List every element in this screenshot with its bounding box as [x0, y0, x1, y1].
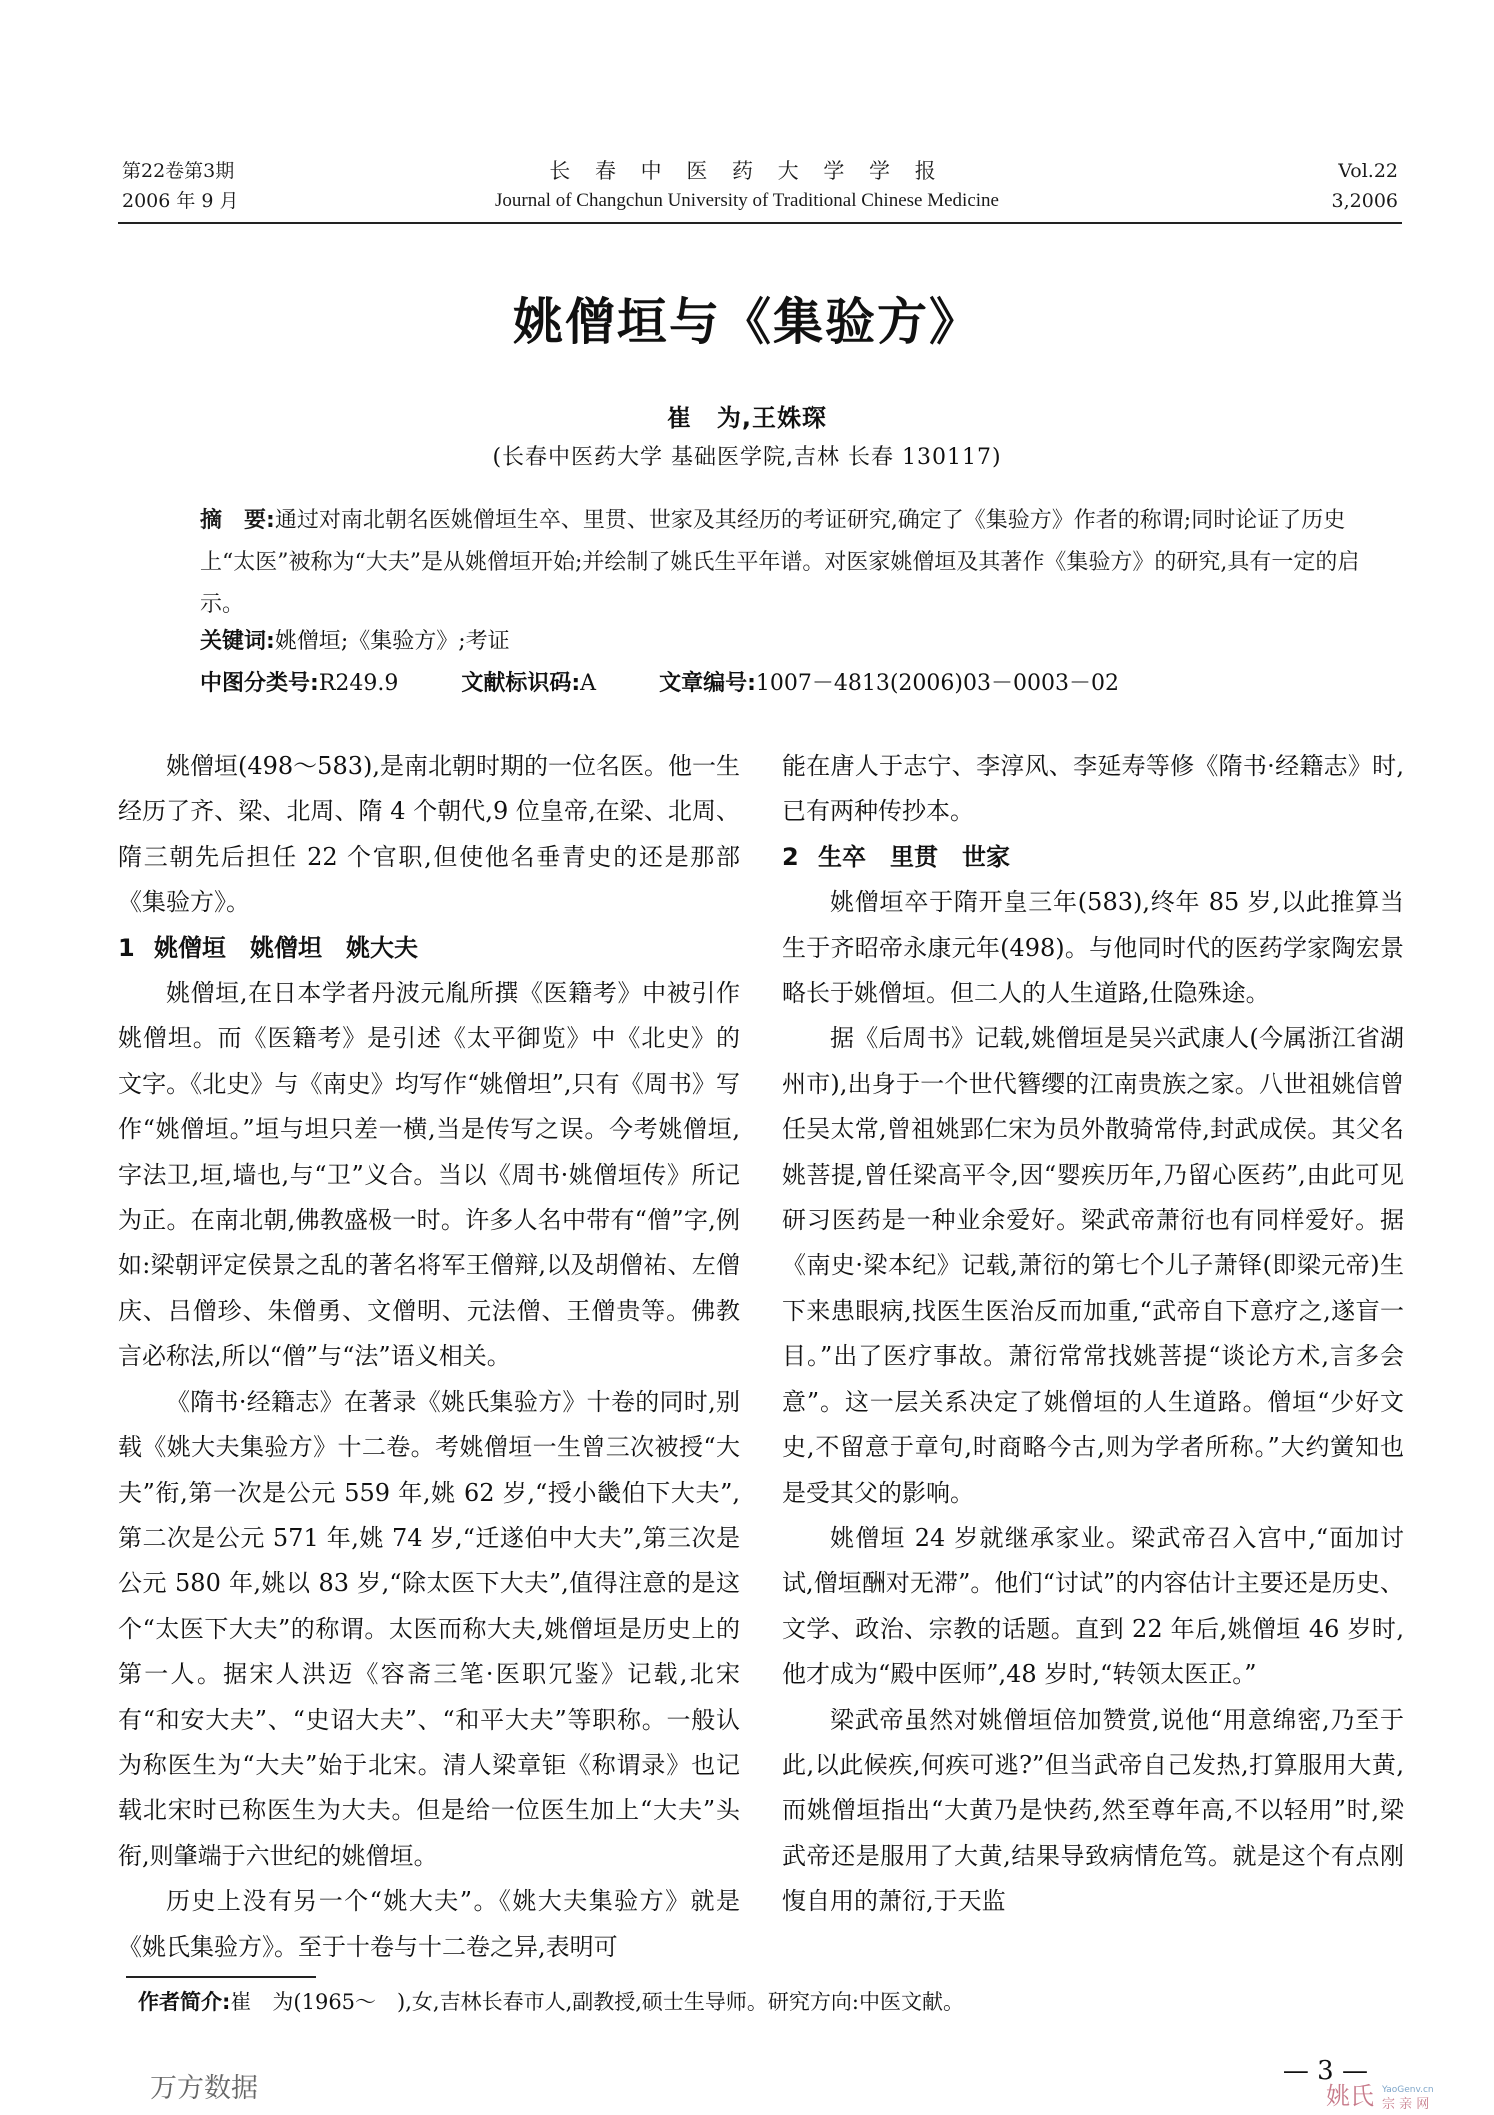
article-title: 姚僧垣与《集验方》: [513, 293, 981, 351]
footnote-text: 崔 为(1965～ ),女,吉林长春市人,副教授,硕士生导师。研究方向:中医文献。: [230, 1990, 965, 2014]
right-paragraph: 姚僧垣 24 岁就继承家业。梁武帝召入宫中,“面加讨试,僧垣酬对无滞”。他们“讨试”的内容估计主要还是历史、文学、政治、宗教的话题。直到 22 年后,姚僧垣 46 岁时,他才成为“殿中医师”,48 岁时,“转领太医正。”: [782, 1523, 1404, 1689]
keywords-text: 姚僧垣;《集验方》;考证: [274, 629, 510, 654]
right-paragraph: 能在唐人于志宁、李淳风、李延寿等修《隋书·经籍志》时,已有两种传抄本。: [782, 752, 1404, 826]
doc-code-label: 文献标识码:: [461, 671, 581, 696]
body-column-right: [782, 744, 1404, 1925]
abstract-label: 摘 要:: [200, 508, 275, 533]
footnote-rule: [126, 1976, 316, 1978]
classification-line: [200, 664, 1350, 704]
author-affiliation: (长春中医药大学 基础医学院,吉林 长春 130117): [492, 445, 1002, 470]
issue-en: 3,2006: [1331, 190, 1398, 212]
body-column-left: [118, 744, 740, 1970]
article-number-value: 1007－4813(2006)03－0003－02: [755, 671, 1119, 696]
svg-text:YaoGenv.cn: YaoGenv.cn: [1382, 2085, 1434, 2095]
header-left: [122, 156, 239, 216]
section-number: 2: [782, 842, 799, 871]
right-paragraph: 姚僧垣卒于隋开皇三年(583),终年 85 岁,以此推算当生于齐昭帝永康元年(498)。与他同时代的医药学家陶宏景略长于姚僧垣。但二人的人生道路,仕隐殊途。: [782, 888, 1404, 1008]
right-paragraph: 梁武帝虽然对姚僧垣倍加赞赏,说他“用意绵密,乃至于此,以此候疾,何疾可逃?”但当武帝自己发热,打算服用大黄,而姚僧垣指出“大黄乃是快药,然至尊年高,不以轻用”时,梁武帝还是服用了大黄,结果导致病情危笃。就是这个有点刚愎自用的萧衍,于天监: [782, 1705, 1404, 1916]
header-rule: [118, 222, 1402, 224]
author-footnote: [138, 1986, 964, 2018]
left-paragraph: 姚僧垣(498～583),是南北朝时期的一位名医。他一生经历了齐、梁、北周、隋 4 个朝代,9 位皇帝,在梁、北周、隋三朝先后担任 22 个官职,但使他名垂青史的还是那部《集验方》。: [118, 752, 740, 917]
right-paragraph: 据《后周书》记载,姚僧垣是吴兴武康人(今属浙江省湖州市),出身于一个世代簪缨的江南贵族之家。八世祖姚信曾任吴太常,曾祖姚郢仁宋为员外散骑常侍,封武成侯。其父名姚菩提,曾任梁高平令,因“婴疾历年,乃留心医药”,由此可见研习医药是一种业余爱好。梁武帝萧衍也有同样爱好。据《南史·梁本纪》记载,萧衍的第七个儿子萧铎(即梁元帝)生下来患眼病,找医生医治反而加重,“武帝自下意疗之,遂盲一目。”出了医疗事故。萧衍常常找姚菩提“谈论方术,言多会意”。这一层关系决定了姚僧垣的人生道路。僧垣“少好文史,不留意于章句,时商略今古,则为学者所称。”大约黉知也是受其父的影响。: [782, 1024, 1404, 1507]
clc-label: 中图分类号:: [200, 671, 319, 696]
header-center: [300, 156, 1194, 216]
journal-name-cn: 长 春 中 医 药 大 学 学 报: [549, 159, 945, 183]
right-section-heading: [782, 835, 1404, 880]
svg-text:姚氏: 姚氏: [1326, 2082, 1374, 2110]
left-paragraph: 姚僧垣,在日本学者丹波元胤所撰《医籍考》中被引作姚僧坦。而《医籍考》是引述《太平御览》中《北史》的文字。《北史》与《南史》均写作“姚僧坦”,只有《周书》写作“姚僧垣。”垣与坦只差一横,当是传写之误。今考姚僧垣,字法卫,垣,墙也,与“卫”义合。当以《周书·姚僧垣传》所记为正。在南北朝,佛教盛极一时。许多人名中带有“僧”字,例如:梁朝评定侯景之乱的著名将军王僧辩,以及胡僧祐、左僧庆、吕僧珍、朱僧勇、文僧明、元法僧、王僧贵等。佛教言必称法,所以“僧”与“法”语义相关。: [118, 979, 740, 1371]
svg-text:宗 亲 网: 宗 亲 网: [1382, 2097, 1430, 2112]
abstract-block: [200, 500, 1400, 626]
section-title: 生卒 里贯 世家: [818, 842, 1010, 871]
volume-issue: 第22卷第3期: [122, 160, 235, 182]
doc-code-value: A: [580, 671, 597, 696]
article-authors: 崔 为,王姝琛: [666, 404, 828, 432]
clc-value: R249.9: [318, 671, 399, 696]
journal-name-en: Journal of Changchun University of Traditional Chinese Medicine: [495, 190, 999, 211]
page-number: — 3 —: [1282, 2056, 1368, 2086]
abstract-text: 通过对南北朝名医姚僧垣生卒、里贯、世家及其经历的考证研究,确定了《集验方》作者的称谓;同时论证了历史上“太医”被称为“大夫”是从姚僧垣开始;并绘制了姚氏生平年谱。对医家姚僧垣及其著作《集验方》的研究,具有一定的启示。: [200, 508, 1360, 617]
volume-en: Vol.22: [1338, 160, 1398, 182]
keywords-line: [200, 622, 510, 662]
header-right: [1332, 156, 1398, 216]
site-logo-icon: [1324, 2078, 1484, 2112]
article-number-label: 文章编号:: [659, 671, 756, 696]
publication-date: 2006 年 9 月: [122, 190, 239, 212]
footnote-label: 作者简介:: [138, 1990, 231, 2014]
section-number: 1: [118, 933, 135, 962]
left-paragraph: 《隋书·经籍志》在著录《姚氏集验方》十卷的同时,别载《姚大夫集验方》十二卷。考姚僧垣一生曾三次被授“大夫”衔,第一次是公元 559 年,姚 62 岁,“授小畿伯下大夫”,第二次是公元 571 年,姚 74 岁,“迁遂伯中大夫”,第三次是公元 580 年,姚以 83 岁,“除太医下大夫”,值得注意的是这个“太医下大夫”的称谓。太医而称大夫,姚僧垣是历史上的第一人。据宋人洪迈《容斋三笔·医职冗鉴》记载,北宋有“和安大夫”、“史诏大夫”、“和平大夫”等职称。一般认为称医生为“大夫”始于北宋。清人梁章钜《称谓录》也记载北宋时已称医生为大夫。但是给一位医生加上“大夫”头衔,则肇端于六世纪的姚僧垣。: [118, 1387, 740, 1870]
keywords-label: 关键词:: [200, 629, 275, 654]
section-title: 姚僧垣 姚僧坦 姚大夫: [154, 933, 418, 962]
wanfang-watermark: 万方数据: [150, 2073, 258, 2104]
left-section-heading: [118, 926, 740, 971]
left-paragraph: 历史上没有另一个“姚大夫”。《姚大夫集验方》就是《姚氏集验方》。至于十卷与十二卷之异,表明可: [118, 1887, 740, 1961]
